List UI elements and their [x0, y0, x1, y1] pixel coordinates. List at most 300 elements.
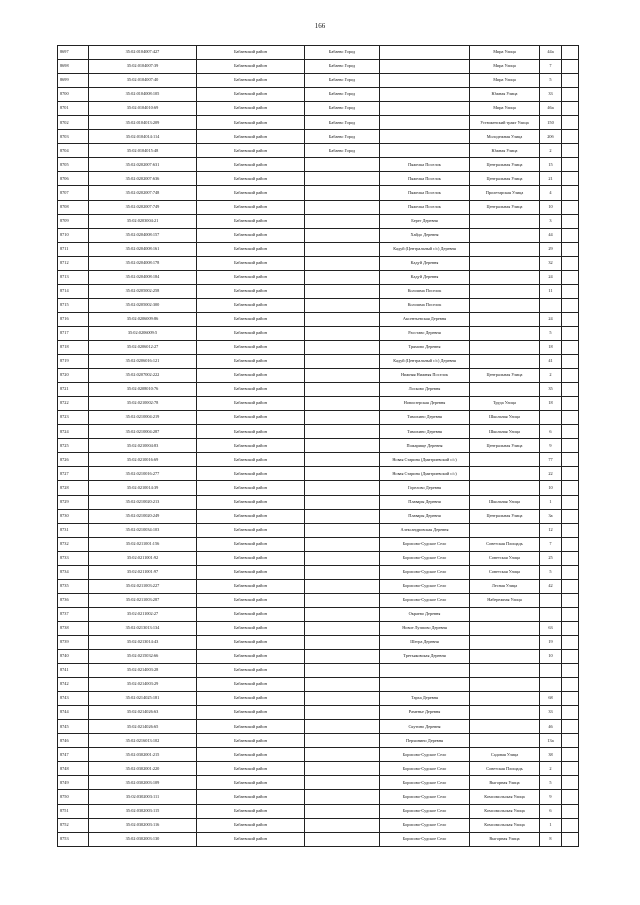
street-cell [470, 467, 540, 481]
row-number-cell: 8738 [58, 621, 89, 635]
district-cell: Бабаевский район [197, 537, 305, 551]
district-cell: Бабаевский район [197, 46, 305, 60]
settlement-cell: Плавары Деревня [380, 495, 470, 509]
row-number-cell: 8717 [58, 326, 89, 340]
row-number-cell: 8731 [58, 523, 89, 537]
registry-table-body [58, 46, 579, 847]
extra-cell [562, 340, 579, 354]
house-cell: 22 [540, 467, 562, 481]
street-cell: Садовая Улица [470, 748, 540, 762]
street-cell: Комсомольская Улица [470, 804, 540, 818]
district-cell: Бабаевский район [197, 130, 305, 144]
house-cell: 42 [540, 579, 562, 593]
city-cell [305, 214, 380, 228]
row-number-cell: 8739 [58, 635, 89, 649]
row-number-cell: 8727 [58, 467, 89, 481]
house-cell: 150 [540, 116, 562, 130]
street-cell: Комсомольская Улица [470, 790, 540, 804]
extra-cell [562, 130, 579, 144]
extra-cell [562, 439, 579, 453]
settlement-cell: Пяжелка Поселок [380, 172, 470, 186]
cadastral-number-cell: 35:02:0202007:748 [89, 186, 197, 200]
house-cell: 24 [540, 312, 562, 326]
cadastral-number-cell: 35:02:0302003:109 [89, 776, 197, 790]
settlement-cell: Борисово-Судское Село [380, 565, 470, 579]
extra-cell [562, 172, 579, 186]
house-cell: 4 [540, 186, 562, 200]
table-row [58, 579, 579, 593]
row-number-cell: 8711 [58, 242, 89, 256]
settlement-cell: Борисово-Судское Село [380, 790, 470, 804]
city-cell [305, 228, 380, 242]
settlement-cell: Борисово-Судское Село [380, 579, 470, 593]
street-cell: Молодежная Улица [470, 130, 540, 144]
house-cell: 19 [540, 635, 562, 649]
cadastral-number-cell: 35:02:0207002:222 [89, 369, 197, 383]
house-cell [540, 411, 562, 425]
row-number-cell: 8708 [58, 200, 89, 214]
extra-cell [562, 565, 579, 579]
settlement-cell: Новая Старина (Дмитриевский с/с) [380, 453, 470, 467]
row-number-cell: 8747 [58, 748, 89, 762]
table-row [58, 762, 579, 776]
street-cell: Центральная Улица [470, 158, 540, 172]
extra-cell [562, 312, 579, 326]
district-cell: Бабаевский район [197, 369, 305, 383]
house-cell: 10 [540, 650, 562, 664]
city-cell [305, 551, 380, 565]
settlement-cell: Плавары Деревня [380, 509, 470, 523]
street-cell [470, 734, 540, 748]
row-number-cell: 8704 [58, 144, 89, 158]
city-cell [305, 621, 380, 635]
district-cell: Бабаевский район [197, 790, 305, 804]
city-cell [305, 579, 380, 593]
city-cell [305, 270, 380, 284]
street-cell: Комсомольская Улица [470, 818, 540, 832]
cadastral-number-cell: 35:02:0214025:181 [89, 692, 197, 706]
row-number-cell: 8718 [58, 340, 89, 354]
extra-cell [562, 706, 579, 720]
district-cell: Бабаевский район [197, 804, 305, 818]
extra-cell [562, 411, 579, 425]
house-cell: 33 [540, 706, 562, 720]
district-cell: Бабаевский район [197, 607, 305, 621]
cadastral-number-cell: 35:02:0104007:39 [89, 60, 197, 74]
table-row [58, 481, 579, 495]
settlement-cell: Борисово-Судское Село [380, 537, 470, 551]
extra-cell [562, 270, 579, 284]
row-number-cell: 8750 [58, 790, 89, 804]
table-row [58, 551, 579, 565]
table-row [58, 144, 579, 158]
table-row [58, 467, 579, 481]
table-row [58, 326, 579, 340]
cadastral-number-cell: 35:02:0104008:105 [89, 88, 197, 102]
street-cell: Южная Улица [470, 144, 540, 158]
extra-cell [562, 453, 579, 467]
city-cell [305, 369, 380, 383]
city-cell [305, 467, 380, 481]
city-cell: Бабаево Город [305, 46, 380, 60]
district-cell: Бабаевский район [197, 664, 305, 678]
house-cell [540, 664, 562, 678]
cadastral-number-cell: 35:02:0302003:130 [89, 832, 197, 846]
settlement-cell [380, 664, 470, 678]
street-cell: Центральная Улица [470, 369, 540, 383]
extra-cell [562, 88, 579, 102]
district-cell: Бабаевский район [197, 312, 305, 326]
district-cell: Бабаевский район [197, 565, 305, 579]
house-cell: 38 [540, 748, 562, 762]
district-cell: Бабаевский район [197, 425, 305, 439]
street-cell [470, 650, 540, 664]
street-cell: Советская Площадь [470, 762, 540, 776]
cadastral-number-cell: 35:02:0202007:749 [89, 200, 197, 214]
extra-cell [562, 635, 579, 649]
extra-cell [562, 650, 579, 664]
street-cell: Советская Площадь [470, 537, 540, 551]
street-cell: Набережная Улица [470, 593, 540, 607]
table-row [58, 74, 579, 88]
cadastral-number-cell: 35:02:0211002:27 [89, 607, 197, 621]
settlement-cell [380, 46, 470, 60]
table-row [58, 60, 579, 74]
extra-cell [562, 74, 579, 88]
street-cell [470, 270, 540, 284]
city-cell [305, 804, 380, 818]
row-number-cell: 8721 [58, 383, 89, 397]
table-row [58, 621, 579, 635]
street-cell: Школьная Улица [470, 495, 540, 509]
extra-cell [562, 579, 579, 593]
table-row [58, 312, 579, 326]
table-row [58, 453, 579, 467]
row-number-cell: 8714 [58, 284, 89, 298]
cadastral-number-cell: 35:02:0104013:209 [89, 116, 197, 130]
cadastral-number-cell: 35:02:0214026:63 [89, 706, 197, 720]
row-number-cell: 8716 [58, 312, 89, 326]
cadastral-number-cell: 35:02:0210020:213 [89, 495, 197, 509]
table-row [58, 130, 579, 144]
settlement-cell: Лосково Деревня [380, 383, 470, 397]
district-cell: Бабаевский район [197, 228, 305, 242]
settlement-cell [380, 116, 470, 130]
table-row [58, 298, 579, 312]
city-cell [305, 635, 380, 649]
street-cell: Школьная Улица [470, 411, 540, 425]
city-cell [305, 720, 380, 734]
row-number-cell: 8705 [58, 158, 89, 172]
cadastral-number-cell: 35:02:0104007:427 [89, 46, 197, 60]
settlement-cell: Пяжелка Поселок [380, 186, 470, 200]
city-cell [305, 355, 380, 369]
row-number-cell: 8713 [58, 270, 89, 284]
row-number-cell: 8703 [58, 130, 89, 144]
city-cell [305, 383, 380, 397]
street-cell [470, 692, 540, 706]
district-cell: Бабаевский район [197, 593, 305, 607]
extra-cell [562, 200, 579, 214]
table-row [58, 242, 579, 256]
settlement-cell: Аксентьевская Деревня [380, 312, 470, 326]
city-cell [305, 242, 380, 256]
row-number-cell: 8698 [58, 60, 89, 74]
row-number-cell: 8733 [58, 551, 89, 565]
extra-cell [562, 790, 579, 804]
street-cell: Лесная Улица [470, 579, 540, 593]
row-number-cell: 8736 [58, 593, 89, 607]
settlement-cell: Шегра Деревня [380, 635, 470, 649]
cadastral-number-cell: 35:02:0210004:219 [89, 411, 197, 425]
street-cell: Центральная Улица [470, 172, 540, 186]
city-cell [305, 748, 380, 762]
settlement-cell: Александровская Деревня [380, 523, 470, 537]
table-row [58, 228, 579, 242]
row-number-cell: 8709 [58, 214, 89, 228]
district-cell: Бабаевский район [197, 242, 305, 256]
district-cell: Бабаевский район [197, 776, 305, 790]
house-cell: 10 [540, 200, 562, 214]
cadastral-number-cell: 35:02:0204008:157 [89, 228, 197, 242]
settlement-cell [380, 144, 470, 158]
cadastral-number-cell: 35:02:0206009:5 [89, 326, 197, 340]
district-cell: Бабаевский район [197, 116, 305, 130]
table-row [58, 804, 579, 818]
settlement-cell: Колошма Поселок [380, 298, 470, 312]
street-cell [470, 453, 540, 467]
cadastral-number-cell: 35:02:0215032:66 [89, 650, 197, 664]
house-cell: 44 [540, 228, 562, 242]
cadastral-number-cell: 35:02:0202007:636 [89, 172, 197, 186]
house-cell: 5 [540, 74, 562, 88]
extra-cell [562, 832, 579, 846]
table-row [58, 565, 579, 579]
row-number-cell: 8745 [58, 720, 89, 734]
settlement-cell [380, 678, 470, 692]
cadastral-number-cell: 35:02:0206016:121 [89, 355, 197, 369]
row-number-cell: 8740 [58, 650, 89, 664]
table-row [58, 692, 579, 706]
cadastral-number-cell: 35:02:0205002:300 [89, 298, 197, 312]
house-cell: 7 [540, 537, 562, 551]
cadastral-number-cell: 35:02:0206009:86 [89, 312, 197, 326]
cadastral-number-cell: 35:02:0203004:21 [89, 214, 197, 228]
house-cell: 1 [540, 818, 562, 832]
district-cell: Бабаевский район [197, 214, 305, 228]
city-cell [305, 158, 380, 172]
extra-cell [562, 397, 579, 411]
street-cell [470, 298, 540, 312]
settlement-cell: Кадуй Деревня [380, 270, 470, 284]
row-number-cell: 8710 [58, 228, 89, 242]
extra-cell [562, 748, 579, 762]
table-row [58, 411, 579, 425]
district-cell: Бабаевский район [197, 298, 305, 312]
extra-cell [562, 355, 579, 369]
extra-cell [562, 523, 579, 537]
street-cell [470, 523, 540, 537]
house-cell: 13а [540, 734, 562, 748]
settlement-cell: Третьяковская Деревня [380, 650, 470, 664]
extra-cell [562, 60, 579, 74]
table-row [58, 355, 579, 369]
cadastral-number-cell: 35:02:0302003:111 [89, 790, 197, 804]
district-cell: Бабаевский район [197, 60, 305, 74]
cadastral-number-cell: 35:02:0210016:69 [89, 453, 197, 467]
house-cell: 3а [540, 509, 562, 523]
extra-cell [562, 228, 579, 242]
row-number-cell: 8712 [58, 256, 89, 270]
house-cell: 5 [540, 776, 562, 790]
settlement-cell: Тимохино Деревня [380, 425, 470, 439]
district-cell: Бабаевский район [197, 579, 305, 593]
street-cell: Мира Улица [470, 46, 540, 60]
extra-cell [562, 116, 579, 130]
settlement-cell: Горелово Деревня [380, 481, 470, 495]
city-cell [305, 818, 380, 832]
row-number-cell: 8732 [58, 537, 89, 551]
table-row [58, 284, 579, 298]
cadastral-number-cell: 35:02:0210016:277 [89, 467, 197, 481]
street-cell: Мира Улица [470, 60, 540, 74]
table-row [58, 214, 579, 228]
settlement-cell: Борисово-Судское Село [380, 818, 470, 832]
city-cell [305, 425, 380, 439]
district-cell: Бабаевский район [197, 762, 305, 776]
extra-cell [562, 46, 579, 60]
row-number-cell: 8720 [58, 369, 89, 383]
city-cell [305, 537, 380, 551]
city-cell [305, 692, 380, 706]
house-cell: 77 [540, 453, 562, 467]
row-number-cell: 8725 [58, 439, 89, 453]
row-number-cell: 8707 [58, 186, 89, 200]
table-row [58, 776, 579, 790]
street-cell: Выгорная Улица [470, 776, 540, 790]
table-row [58, 172, 579, 186]
street-cell: Выгорная Улица [470, 832, 540, 846]
extra-cell [562, 607, 579, 621]
cadastral-number-cell: 35:02:0213014:43 [89, 635, 197, 649]
cadastral-number-cell: 35:02:0216013:102 [89, 734, 197, 748]
district-cell: Бабаевский район [197, 186, 305, 200]
table-row [58, 425, 579, 439]
district-cell: Бабаевский район [197, 284, 305, 298]
street-cell: Центральная Улица [470, 439, 540, 453]
row-number-cell: 8730 [58, 509, 89, 523]
district-cell: Бабаевский район [197, 523, 305, 537]
house-cell: 35 [540, 383, 562, 397]
table-row [58, 439, 579, 453]
settlement-cell: Тарха Деревня [380, 692, 470, 706]
district-cell: Бабаевский район [197, 467, 305, 481]
row-number-cell: 8734 [58, 565, 89, 579]
settlement-cell: Кадуй (Центральный с/с) Деревня [380, 242, 470, 256]
street-cell: Советская Улица [470, 551, 540, 565]
extra-cell [562, 720, 579, 734]
cadastral-number-cell: 35:02:0104007:40 [89, 74, 197, 88]
table-row [58, 509, 579, 523]
settlement-cell: Перхинино Деревня [380, 734, 470, 748]
cadastral-number-cell: 35:02:0214003:29 [89, 678, 197, 692]
table-row [58, 46, 579, 60]
extra-cell [562, 144, 579, 158]
cadastral-number-cell: 35:02:0211003:227 [89, 579, 197, 593]
city-cell [305, 481, 380, 495]
city-cell [305, 790, 380, 804]
cadastral-number-cell: 35:02:0211001:97 [89, 565, 197, 579]
cadastral-number-cell: 35:02:0210020:249 [89, 509, 197, 523]
city-cell [305, 565, 380, 579]
city-cell [305, 832, 380, 846]
district-cell: Бабаевский район [197, 172, 305, 186]
table-row [58, 678, 579, 692]
row-number-cell: 8748 [58, 762, 89, 776]
house-cell: 24 [540, 270, 562, 284]
extra-cell [562, 762, 579, 776]
district-cell: Бабаевский район [197, 621, 305, 635]
house-cell [540, 298, 562, 312]
settlement-cell [380, 74, 470, 88]
district-cell: Бабаевский район [197, 635, 305, 649]
street-cell [470, 214, 540, 228]
cadastral-number-cell: 35:02:0213013:134 [89, 621, 197, 635]
table-row [58, 116, 579, 130]
district-cell: Бабаевский район [197, 383, 305, 397]
city-cell: Бабаево Город [305, 102, 380, 116]
house-cell: 5 [540, 565, 562, 579]
district-cell: Бабаевский район [197, 650, 305, 664]
extra-cell [562, 326, 579, 340]
row-number-cell: 8751 [58, 804, 89, 818]
settlement-cell: Борисово-Судское Село [380, 832, 470, 846]
row-number-cell: 8726 [58, 453, 89, 467]
city-cell: Бабаево Город [305, 116, 380, 130]
settlement-cell: Новоозерская Деревня [380, 397, 470, 411]
district-cell: Бабаевский район [197, 102, 305, 116]
row-number-cell: 8729 [58, 495, 89, 509]
table-row [58, 383, 579, 397]
row-number-cell: 8700 [58, 88, 89, 102]
street-cell [470, 340, 540, 354]
house-cell: 12 [540, 523, 562, 537]
table-row [58, 523, 579, 537]
cadastral-number-cell: 35:02:0210004:287 [89, 425, 197, 439]
district-cell: Бабаевский район [197, 88, 305, 102]
row-number-cell: 8744 [58, 706, 89, 720]
district-cell: Бабаевский район [197, 495, 305, 509]
settlement-cell: Пяжелка Поселок [380, 158, 470, 172]
table-row [58, 397, 579, 411]
settlement-cell: Тимохино Деревня [380, 411, 470, 425]
city-cell [305, 523, 380, 537]
street-cell: Мира Улица [470, 102, 540, 116]
row-number-cell: 8702 [58, 116, 89, 130]
table-row [58, 706, 579, 720]
district-cell: Бабаевский район [197, 439, 305, 453]
city-cell [305, 762, 380, 776]
district-cell: Бабаевский район [197, 706, 305, 720]
extra-cell [562, 692, 579, 706]
district-cell: Бабаевский район [197, 397, 305, 411]
house-cell: 9 [540, 439, 562, 453]
district-cell: Бабаевский район [197, 326, 305, 340]
settlement-cell: Скутино Деревня [380, 720, 470, 734]
district-cell: Бабаевский район [197, 355, 305, 369]
cadastral-number-cell: 35:02:0210002:78 [89, 397, 197, 411]
district-cell: Бабаевский район [197, 144, 305, 158]
